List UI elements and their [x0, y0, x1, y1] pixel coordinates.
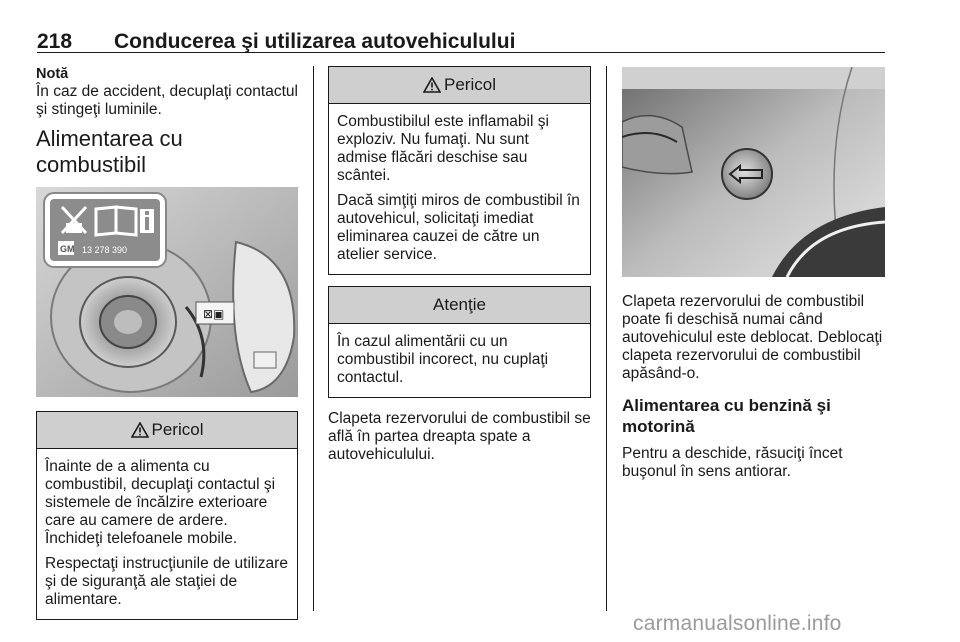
danger-box-text: Dacă simţiţi miros de combustibil în autovehicul, solicitaţi imediat eliminarea cauzei de către un atelier service. — [337, 192, 580, 263]
danger-box-header — [37, 412, 297, 449]
danger-box-header — [329, 67, 590, 104]
svg-text:⊠▣: ⊠▣ — [203, 307, 225, 321]
page-number: 218 — [37, 30, 73, 53]
page-title: Conducerea şi utilizarea autovehiculului — [114, 30, 516, 53]
danger-box-text: Înainte de a alimenta cu combustibil, decuplaţi contactul şi sistemele de încălzire exterioare care au camere de ardere. Închideţi telefoanele mobile. — [45, 458, 276, 547]
column-divider — [606, 66, 607, 611]
caution-box-header — [329, 287, 590, 324]
subheading: Alimentarea cu benzină şi motorină — [622, 396, 831, 436]
danger-box-text: Combustibilul este inflamabil şi exploziv. Nu fumaţi. Nu sunt admise flăcări deschise sau scântei. — [337, 113, 549, 184]
note-text: În caz de accident, decuplaţi contactul şi stingeţi luminile. — [36, 83, 298, 118]
car-rear-illustration — [622, 67, 885, 277]
body-text: Pentru a deschide, răsuciţi încet buşonul în sens antiorar. — [622, 445, 843, 480]
column-3 — [622, 67, 885, 481]
column-1 — [36, 64, 298, 620]
danger-box-text: Respectaţi instrucţiunile de utilizare şi de siguranţă ale staţiei de alimentare. — [45, 555, 288, 608]
figure-code: 13 278 390 — [82, 245, 128, 255]
warning-triangle-icon — [131, 422, 149, 438]
caution-box-text: În cazul alimentării cu un combustibil incorect, nu cuplaţi contactul. — [337, 333, 549, 386]
body-text: Clapeta rezervorului de combustibil se află în partea dreapta spate a autovehiculului. — [328, 410, 591, 463]
danger-box-title: Pericol — [444, 75, 496, 94]
danger-box-title: Pericol — [151, 420, 204, 439]
column-divider — [313, 66, 314, 611]
warning-triangle-icon — [423, 77, 441, 93]
page-header — [37, 30, 885, 53]
section-heading: Alimentarea cu combustibil — [36, 126, 183, 177]
figure-badge: GM — [60, 244, 75, 254]
caution-box-title: Atenţie — [433, 295, 486, 314]
fuel-flap-photo — [622, 67, 885, 277]
note-label: Notă — [36, 66, 69, 82]
danger-box — [328, 66, 591, 275]
fuel-cap-figure — [36, 187, 298, 397]
caution-box — [328, 286, 591, 398]
body-text: Clapeta rezervorului de combustibil poate fi deschisă numai când autovehiculul este deblocat. Deblocaţi clapeta rezervorului de combustibil apăsând-o. — [622, 293, 883, 382]
danger-box — [36, 411, 298, 620]
fuel-filler-illustration — [36, 187, 298, 397]
column-2 — [328, 66, 591, 464]
watermark: carmanualsonline.info — [633, 612, 842, 635]
